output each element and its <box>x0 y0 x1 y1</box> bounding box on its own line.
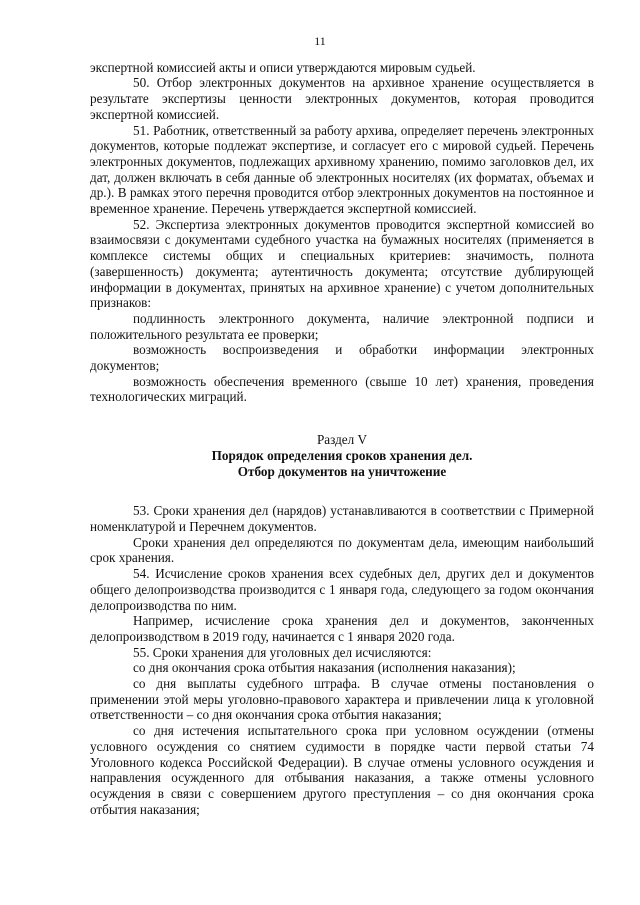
paragraph: со дня выплаты судебного штрафа. В случае отмены постановления о применении этой меры уголовно-правового характера и привлечении лица к уголовной ответственности – со дня окончания срока отбытия наказания; <box>90 676 594 723</box>
section-label: Раздел V <box>316 432 368 448</box>
paragraph: со дня истечения испытательного срока при условном осуждении (отмены условного осуждения со снятием судимости в порядке части первой статьи 74 Уголовного кодекса Российской Федерации). В случае отмены условного осуждения и направления осужденного для отбывания наказания, а также отмены условного осуждения в связи с совершением другого преступления – со дня окончания срока отбытия наказания; <box>90 723 594 817</box>
page-number: 11 <box>314 34 326 48</box>
paragraph: Например, исчисление срока хранения дел и документов, законченных делопроизводством в 2019 году, начинается с 1 января 2020 года. <box>90 613 594 644</box>
paragraph: возможность воспроизведения и обработки информации электронных документов; <box>90 342 594 374</box>
paragraph: подлинность электронного документа, наличие электронной подписи и положительного результата ее проверки; <box>90 310 594 342</box>
paragraph: экспертной комиссией акты и описи утверждаются мировым судьей. <box>90 59 476 75</box>
paragraph: возможность обеспечения временного (свыше 10 лет) хранения, проведения технологических миграций. <box>90 373 594 405</box>
paragraph: 52. Экспертиза электронных документов проводится экспертной комиссией во взаимосвязи с документами судебного участка на бумажных носителях (применяется в комплексе системы общих и специальных критериев: значимость, полнота (завершенность) документа; аутентичность документа; отсутствие дублирующей информации в документах, принятых на архивное хранение) с учетом дополнительных признаков: <box>90 216 594 311</box>
body-text-before-section <box>90 60 594 405</box>
section-heading <box>90 432 594 479</box>
paragraph: 54. Исчисление сроков хранения всех судебных дел, других дел и документов общего делопроизводства производится с 1 января года, следующего за годом окончания делопроизводства по ним. <box>90 566 594 613</box>
paragraph: Сроки хранения дел определяются по документам дела, имеющим наибольший срок хранения. <box>90 534 594 566</box>
section-title-line-1: Порядок определения сроков хранения дел. <box>211 447 473 463</box>
paragraph: 51. Работник, ответственный за работу архива, определяет перечень электронных документов, которые подлежат экспертизе, и согласует его с мировой судьей. Перечень электронных документов, подлежащих архивному хранению, помимо заголовков дел, их дат, должен включать в себя данные об электронных носителях (их форматах, объемах и др.). В рамках этого перечня проводится отбор электронных документов на постоянное и временное хранение. Перечень утверждается экспертной комиссией. <box>90 122 594 217</box>
paragraph: 53. Сроки хранения дел (нарядов) устанавливаются в соответствии с Примерной номенклатурой и Перечнем документов. <box>90 503 594 534</box>
paragraph: 50. Отбор электронных документов на архивное хранение осуществляется в результате экспертизы ценности электронных документов, которая проводится экспертной комиссией. <box>90 75 594 122</box>
body-text-after-section <box>90 503 594 817</box>
paragraph: со дня окончания срока отбытия наказания (исполнения наказания); <box>133 660 516 676</box>
section-title-line-2: Отбор документов на уничтожение <box>237 463 447 479</box>
paragraph: 55. Сроки хранения для уголовных дел исчисляются: <box>133 644 432 660</box>
